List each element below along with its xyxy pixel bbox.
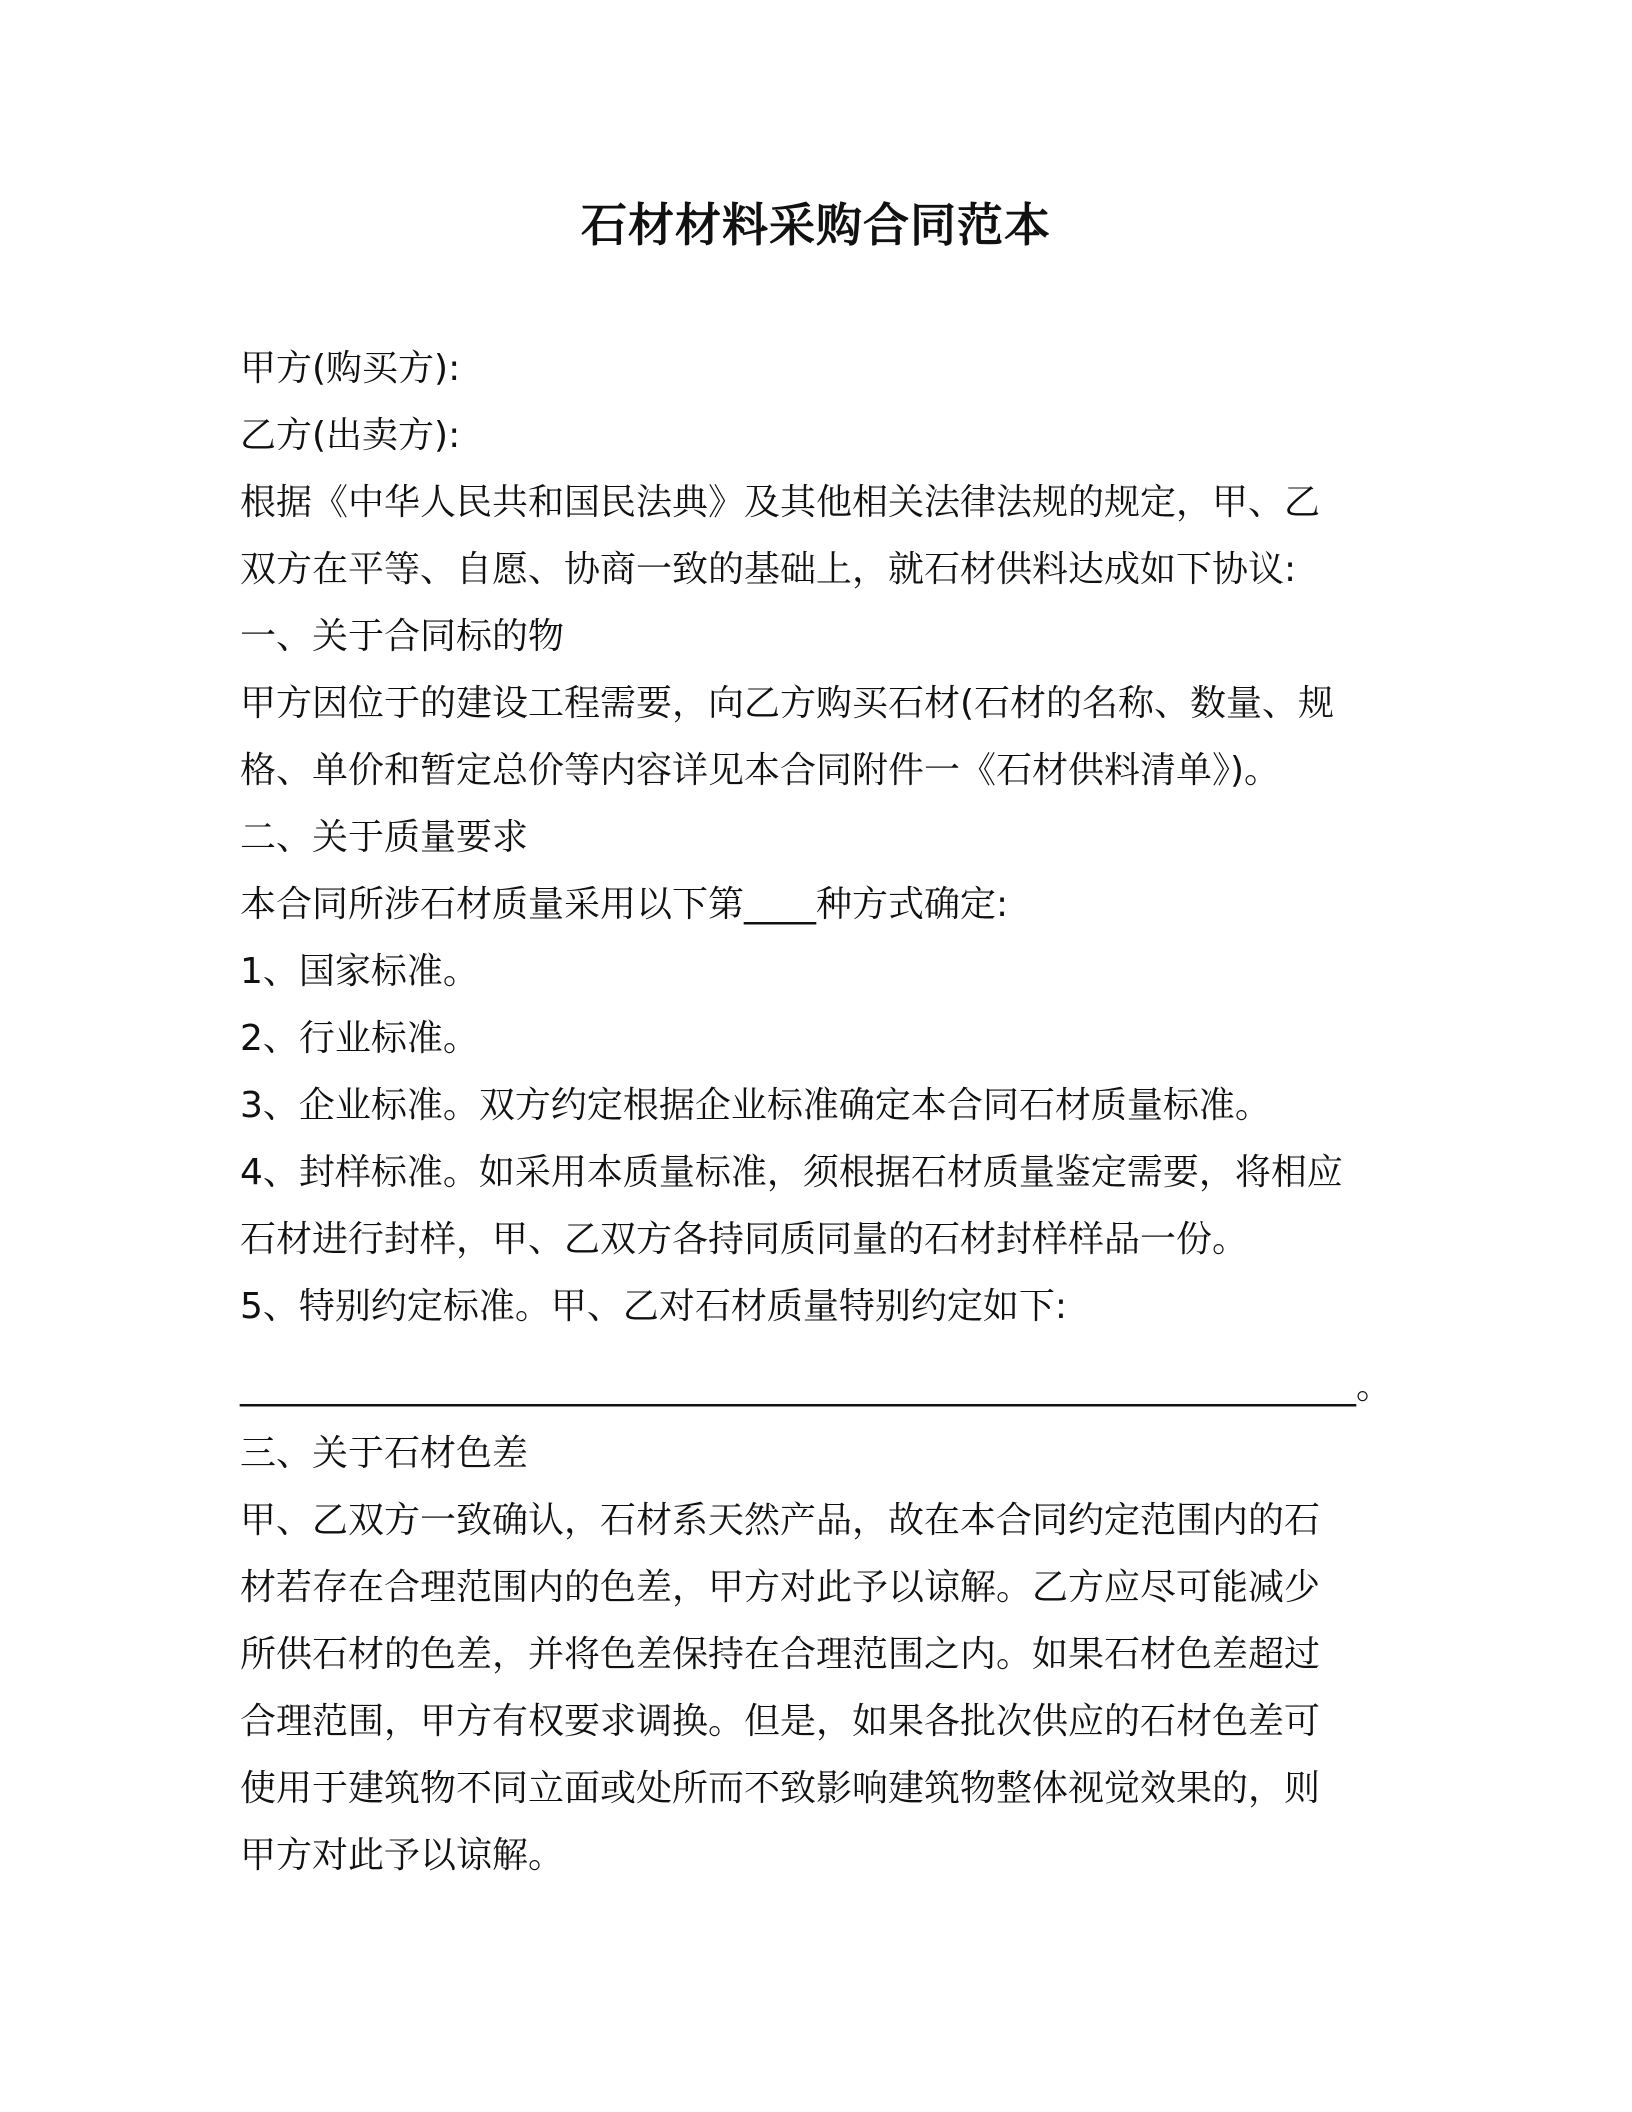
document-body [240, 335, 1400, 1889]
paragraph-line: 格、单价和暂定总价等内容详见本合同附件一《石材供料清单》)。 [240, 750, 1281, 791]
list-item: 1、国家标准。 [240, 951, 479, 992]
list-item-continuation: 石材进行封样，甲、乙双方各持同质同量的石材封样样品一份。 [240, 1219, 1249, 1260]
paragraph-line: 本合同所涉石材质量采用以下第____种方式确定: [240, 884, 1009, 925]
paragraph-line: 合理范围，甲方有权要求调换。但是，如果各批次供应的石材色差可 [240, 1701, 1321, 1742]
paragraph-line: 甲方因位于的建设工程需要，向乙方购买石材(石材的名称、数量、规 [240, 683, 1335, 724]
list-item: 4、封样标准。如采用本质量标准，须根据石材质量鉴定需要，将相应 [240, 1152, 1343, 1193]
section-heading: 二、关于质量要求 [240, 817, 529, 858]
preamble-line: 双方在平等、自愿、协商一致的基础上，就石材供料达成如下协议: [240, 549, 1297, 590]
party-b-line: 乙方(出卖方): [240, 415, 461, 456]
section-heading: 三、关于石材色差 [240, 1433, 529, 1474]
document-title: 石材材料采购合同范本 [581, 198, 1051, 252]
paragraph-line: 材若存在合理范围内的色差，甲方对此予以谅解。乙方应尽可能减少 [240, 1567, 1321, 1608]
paragraph-line: 所供石材的色差，并将色差保持在合理范围之内。如果石材色差超过 [240, 1634, 1321, 1675]
paragraph-line: 使用于建筑物不同立面或处所而不致影响建筑物整体视觉效果的，则 [240, 1768, 1321, 1809]
list-item: 5、特别约定标准。甲、乙对石材质量特别约定如下: [240, 1286, 1068, 1327]
party-a-line: 甲方(购买方): [240, 348, 461, 389]
list-item: 3、企业标准。双方约定根据企业标准确定本合同石材质量标准。 [240, 1085, 1271, 1126]
paragraph-line: 甲、乙双方一致确认，石材系天然产品，故在本合同约定范围内的石 [240, 1500, 1321, 1541]
list-item: 2、行业标准。 [240, 1018, 479, 1059]
paragraph-line: 甲方对此予以谅解。 [240, 1835, 565, 1876]
preamble-line: 根据《中华人民共和国民法典》及其他相关法律法规的规定，甲、乙 [240, 482, 1321, 523]
section-heading: 一、关于合同标的物 [240, 616, 565, 657]
fill-in-blank-line: ______________________________________________________________。 [240, 1366, 1392, 1407]
